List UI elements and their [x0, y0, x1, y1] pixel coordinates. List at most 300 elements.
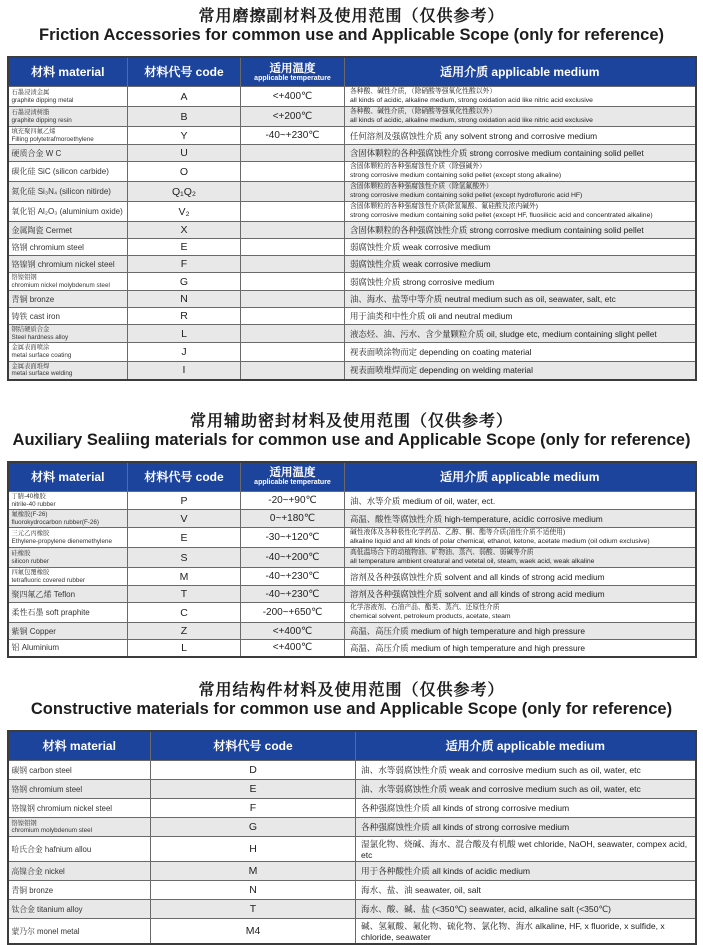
- temp-cell: [241, 568, 345, 586]
- temp-cell: [241, 256, 345, 273]
- material-text: 柔性石墨 soft praphite: [11, 608, 90, 618]
- material-text: 铬镍钢 chromium nickel steel: [11, 259, 115, 269]
- material-text: metal surface welding: [11, 370, 73, 378]
- temp-cell: [241, 343, 345, 361]
- code-text: A: [180, 90, 188, 103]
- medium-cell: [356, 900, 696, 919]
- table-row: [8, 818, 696, 837]
- section-titles: [0, 682, 703, 719]
- code-text: E: [180, 241, 188, 254]
- medium-text: 视表面喷堆焊而定 depending on welding material: [350, 365, 533, 376]
- code-cell: [128, 548, 241, 568]
- header-material: 材料 material: [8, 462, 128, 492]
- material-text: 铬镍钼钢: [11, 819, 37, 827]
- table-row: [8, 603, 696, 623]
- code-text: N: [180, 293, 188, 306]
- code-cell: [151, 900, 356, 919]
- medium-cell: [345, 291, 696, 308]
- medium-cell: [356, 761, 696, 780]
- medium-text: 油、水等弱腐蚀性介质 weak and corrosive medium such as oil, water, etc: [361, 784, 641, 795]
- material-text: nitrile-40 rubber: [11, 500, 56, 508]
- section-title-en: Auxiliary Sealiing materials for common use and Applicable Scope (only for reference): [12, 431, 691, 450]
- table-row: [8, 202, 696, 222]
- medium-cell: [345, 568, 696, 586]
- code-cell: [128, 325, 241, 343]
- temp-text: -20~+90℃: [268, 495, 317, 507]
- temp-text: <+200℃: [272, 111, 313, 123]
- code-text: X: [180, 224, 188, 237]
- code-text: U: [180, 147, 188, 160]
- table-row: [8, 239, 696, 256]
- code-text: L: [181, 327, 187, 340]
- table-row: [8, 837, 696, 862]
- temp-text: <+400℃: [272, 625, 313, 637]
- code-cell: [128, 586, 241, 603]
- material-text: 铝 Aluminium: [11, 643, 60, 653]
- medium-cell: [345, 623, 696, 640]
- code-text: Z: [180, 625, 188, 638]
- temp-cell: [241, 222, 345, 239]
- temp-cell: [241, 623, 345, 640]
- material-cell: [8, 510, 128, 528]
- material-text: 丁腈-40橡胶: [11, 493, 46, 501]
- material-text: 四氟包覆橡胶: [11, 569, 50, 577]
- code-cell: [128, 87, 241, 107]
- medium-text: chemical solvent, petroleum products, acetate, steam: [350, 612, 511, 620]
- table-row: [8, 325, 696, 343]
- material-cell: [8, 528, 128, 548]
- medium-cell: [345, 492, 696, 510]
- material-text: 石墨浸渍金属: [11, 89, 50, 97]
- table-row: [8, 145, 696, 162]
- code-cell: [128, 162, 241, 182]
- temp-cell: [241, 640, 345, 657]
- medium-text: 化学溶液剂、石油产品、酯类、蒸汽、还原性介质: [350, 604, 500, 612]
- code-cell: [151, 818, 356, 837]
- code-cell: [128, 239, 241, 256]
- medium-cell: [356, 862, 696, 881]
- medium-text: 含固体颗粒的各种强腐蚀性介质（除强碱外）: [350, 163, 486, 171]
- code-cell: [128, 528, 241, 548]
- material-cell: [8, 862, 151, 881]
- code-text: C: [180, 606, 188, 619]
- medium-text: 液态烃、油、污水、含少量颗粒介质 oil, sludge etc, medium containing slight pellet: [350, 328, 657, 339]
- material-text: 金属表面堆焊: [11, 362, 50, 370]
- table-row: [8, 361, 696, 380]
- material-text: 哈氏合金 hafnium allou: [11, 844, 92, 854]
- header-code: 材料代号 code: [128, 462, 241, 492]
- header-temperature-en: applicable temperature: [254, 74, 331, 82]
- material-cell: [8, 640, 128, 657]
- material-text: 钢结硬质合金: [11, 326, 50, 334]
- medium-text: 油、水等介质 medium of oil, water, ect.: [350, 495, 496, 506]
- medium-text: alkaline liquid and all kinds of polar chemical, ethanol, ketone, acetate medium (oil odium exclusive): [350, 537, 650, 545]
- medium-text: 用于油类和中性介质 oli and neutral medium: [350, 311, 513, 322]
- medium-cell: [356, 881, 696, 900]
- material-cell: [8, 308, 128, 325]
- medium-text: 弱腐蚀性介质 weak corrosive medium: [350, 259, 491, 270]
- temp-cell: [241, 87, 345, 107]
- code-text: D: [249, 764, 257, 777]
- code-cell: [151, 862, 356, 881]
- code-text: G: [179, 275, 189, 288]
- material-cell: [8, 586, 128, 603]
- material-cell: [8, 761, 151, 780]
- medium-text: 视表面喷涂物而定 depending on coating material: [350, 347, 532, 358]
- code-text: M4: [245, 925, 261, 938]
- medium-text: 各种强腐蚀性介质 all kinds of strong corrosive medium: [361, 822, 570, 833]
- temp-cell: [241, 586, 345, 603]
- medium-cell: [356, 818, 696, 837]
- material-cell: [8, 900, 151, 919]
- code-text: S: [180, 551, 188, 564]
- temp-cell: [241, 239, 345, 256]
- medium-cell: [345, 325, 696, 343]
- material-text: 填充聚四氟乙烯: [11, 128, 56, 136]
- temp-text: <+400℃: [272, 642, 313, 654]
- header-code: 材料代号 code: [128, 57, 241, 87]
- medium-text: all kinds of acidic, alkaline medium, strong oxidation acid like nitric acid exclusive: [350, 96, 593, 104]
- medium-text: 任何溶剂及强腐蚀性介质 any solvent strong and corrosive medium: [350, 130, 598, 141]
- header-temperature-en: applicable temperature: [254, 479, 331, 487]
- code-cell: [128, 492, 241, 510]
- header-medium: 适用介质 applicable medium: [356, 731, 696, 761]
- table-row: [8, 510, 696, 528]
- code-cell: [151, 881, 356, 900]
- material-text: 铬钢 chromium steel: [11, 784, 83, 794]
- code-cell: [128, 107, 241, 127]
- temp-cell: [241, 325, 345, 343]
- material-text: 钛合金 titanium alloy: [11, 904, 83, 914]
- material-text: metal surface coating: [11, 352, 72, 360]
- material-text: 青铜 bronze: [11, 885, 54, 895]
- medium-text: 溶剂及各种强腐蚀性介质 solvent and all kinds of strong acid medium: [350, 589, 605, 600]
- code-cell: [128, 568, 241, 586]
- medium-text: all temperature ambient creatural and vetetal oil, steam, waek acid, weak alkaline: [350, 557, 595, 565]
- code-text: M: [179, 570, 189, 583]
- code-text: H: [249, 843, 257, 856]
- header-row: [8, 462, 696, 492]
- medium-text: 含固体颗粒的各种强腐蚀性介质 strong corrosive medium containing solid pellet: [350, 148, 644, 159]
- material-cell: [8, 127, 128, 145]
- medium-cell: [345, 87, 696, 107]
- material-text: 氧化铝 Al₂O₃ (aluminium oxide): [11, 207, 123, 217]
- medium-text: 用于各种酸性介质 all kinds of acidic medium: [361, 866, 531, 877]
- material-cell: [8, 325, 128, 343]
- table-row: [8, 528, 696, 548]
- medium-cell: [345, 182, 696, 202]
- material-text: 铸铁 cast iron: [11, 311, 60, 321]
- code-cell: [128, 127, 241, 145]
- material-cell: [8, 222, 128, 239]
- material-cell: [8, 568, 128, 586]
- material-cell: [8, 291, 128, 308]
- section-title-en: Constructive materials for common use and Applicable Scope (only for reference): [30, 700, 673, 719]
- medium-cell: [345, 528, 696, 548]
- temp-text: -40~+200℃: [265, 552, 320, 564]
- temp-cell: [241, 145, 345, 162]
- medium-cell: [356, 799, 696, 818]
- code-text: Y: [180, 129, 188, 142]
- section-title-zh: 常用辅助密封材料及使用范围（仅供参考）: [189, 412, 513, 430]
- medium-cell: [345, 343, 696, 361]
- material-cell: [8, 239, 128, 256]
- medium-text: 弱腐蚀性介质 strong corrosive medium: [350, 276, 495, 287]
- medium-text: 油、水等弱腐蚀性介质 weak and corrosive medium such as oil, water, etc: [361, 765, 641, 776]
- material-cell: [8, 202, 128, 222]
- material-cell: [8, 87, 128, 107]
- code-text: E: [249, 783, 257, 796]
- material-text: 金属表面喷涂: [11, 344, 50, 352]
- sealing-materials-table-body: [8, 492, 696, 657]
- code-text: L: [181, 641, 187, 654]
- temp-cell: [241, 202, 345, 222]
- header-material: 材料 material: [8, 57, 128, 87]
- temp-cell: [241, 492, 345, 510]
- header-row: [8, 731, 696, 761]
- medium-text: 湿氯化物、烧碱、海水、混合酸及有机酸 wet chloride, NaOH, seawater, compex acid, etc: [361, 839, 688, 861]
- table-row: [8, 881, 696, 900]
- material-cell: [8, 256, 128, 273]
- material-cell: [8, 343, 128, 361]
- code-text: V₂: [178, 205, 190, 218]
- code-cell: [151, 761, 356, 780]
- medium-cell: [345, 510, 696, 528]
- material-cell: [8, 799, 151, 818]
- code-cell: [128, 145, 241, 162]
- code-cell: [128, 623, 241, 640]
- code-cell: [151, 799, 356, 818]
- material-text: Filling polytetrafmoroethylene: [11, 135, 94, 143]
- code-cell: [128, 308, 241, 325]
- medium-text: strong corrosive medium containing solid pellet (except stong alkaline): [350, 171, 562, 179]
- code-cell: [128, 361, 241, 380]
- section-sealing-materials: [0, 413, 703, 658]
- material-text: 铬镍钼钢: [11, 274, 37, 282]
- temp-cell: [241, 182, 345, 202]
- table-row: [8, 182, 696, 202]
- code-text: B: [180, 110, 188, 123]
- code-text: V: [180, 512, 188, 525]
- temp-cell: [241, 528, 345, 548]
- friction-materials-table-body: [8, 87, 696, 380]
- temp-cell: [241, 510, 345, 528]
- medium-text: 油、海水、盐等中等介质 neutral medium such as oil, seawater, salt, etc: [350, 294, 616, 305]
- section-titles: [0, 8, 703, 45]
- material-cell: [8, 182, 128, 202]
- table-row: [8, 492, 696, 510]
- header-code: 材料代号 code: [151, 731, 356, 761]
- section-title-en: Friction Accessories for common use and Applicable Scope (only for reference): [38, 26, 665, 45]
- table-row: [8, 761, 696, 780]
- material-text: 铬镍钢 chromium nickel steel: [11, 803, 113, 813]
- code-cell: [128, 273, 241, 291]
- material-text: chromium molybdenum steel: [11, 827, 92, 835]
- material-cell: [8, 919, 151, 945]
- medium-cell: [345, 162, 696, 182]
- page: [0, 8, 703, 945]
- header-temperature-zh: 适用温度: [269, 467, 316, 480]
- header-temperature: [241, 462, 345, 492]
- header-medium: 适用介质 applicable medium: [345, 462, 696, 492]
- friction-materials-table: [7, 56, 697, 380]
- code-text: P: [180, 494, 188, 507]
- medium-cell: [345, 127, 696, 145]
- medium-cell: [345, 239, 696, 256]
- code-cell: [128, 603, 241, 623]
- temp-cell: [241, 308, 345, 325]
- medium-text: 高温、高压介质 medium of high temperature and high pressure: [350, 626, 586, 637]
- code-text: I: [182, 364, 186, 377]
- code-cell: [128, 182, 241, 202]
- medium-cell: [345, 145, 696, 162]
- temp-cell: [241, 273, 345, 291]
- section-titles: [0, 413, 703, 450]
- material-text: Steel hardness alloy: [11, 333, 69, 341]
- header-medium: 适用介质 applicable medium: [345, 57, 696, 87]
- temp-text: -200~+650℃: [262, 607, 323, 619]
- medium-cell: [345, 256, 696, 273]
- material-text: 铬钢 chromium steel: [11, 242, 84, 252]
- medium-text: 各种酸、碱性介质，（除硝酸等强氧化性酸以外）: [350, 108, 497, 116]
- code-text: M: [248, 865, 258, 878]
- code-text: T: [180, 588, 188, 601]
- medium-text: strong corrosive medium containing solid pellet (except hydrofluroric acid HF): [350, 191, 583, 199]
- material-text: 聚四氟乙烯 Teflon: [11, 589, 76, 599]
- table-header: [8, 462, 696, 492]
- medium-text: 海水、盐、油 seawater, oil, salt: [361, 885, 481, 896]
- table-row: [8, 308, 696, 325]
- material-cell: [8, 837, 151, 862]
- table-row: [8, 640, 696, 657]
- code-text: O: [179, 165, 189, 178]
- table-row: [8, 799, 696, 818]
- temp-cell: [241, 361, 345, 380]
- medium-text: 各种酸、碱性介质，（除硝酸等强氧化性酸以外）: [350, 88, 497, 96]
- code-text: N: [249, 884, 257, 897]
- medium-text: 高低温场合下的动植物油、矿物油、蒸汽、弱酸、弱碱等介质: [350, 549, 534, 557]
- material-text: 青铜 bronze: [11, 294, 55, 304]
- material-cell: [8, 780, 151, 799]
- medium-cell: [345, 222, 696, 239]
- material-text: 碳钢 carbon steel: [11, 765, 72, 775]
- code-text: F: [249, 802, 257, 815]
- medium-text: 高温、酸性等腐蚀性介质 high-temperature, acidic corrosive medium: [350, 513, 603, 524]
- medium-text: 含固体颗粒的各种强腐蚀性介质 strong corrosive medium containing solid pellet: [350, 225, 644, 236]
- temp-cell: [241, 127, 345, 145]
- header-material: 材料 material: [8, 731, 151, 761]
- constructive-materials-table: [7, 730, 697, 945]
- section-friction-materials: [0, 8, 703, 381]
- code-cell: [128, 222, 241, 239]
- temp-cell: [241, 548, 345, 568]
- temp-text: <+400℃: [272, 91, 313, 103]
- material-cell: [8, 548, 128, 568]
- material-text: 硅橡胶: [11, 550, 31, 558]
- material-cell: [8, 623, 128, 640]
- code-cell: [128, 291, 241, 308]
- table-row: [8, 222, 696, 239]
- material-cell: [8, 492, 128, 510]
- code-text: J: [181, 346, 187, 359]
- table-row: [8, 548, 696, 568]
- medium-text: 各种强腐蚀性介质 all kinds of strong corrosive medium: [361, 803, 570, 814]
- material-cell: [8, 881, 151, 900]
- code-cell: [128, 202, 241, 222]
- section-constructive-materials: [0, 682, 703, 945]
- table-row: [8, 862, 696, 881]
- temp-text: -30~+120℃: [265, 532, 320, 544]
- code-text: G: [248, 821, 258, 834]
- section-title-zh: 常用结构件材料及使用范围（仅供参考）: [198, 681, 505, 699]
- medium-cell: [345, 640, 696, 657]
- medium-text: 海水、酸、碱、盐 (<350℃) seawater, acid, alkaline salt (<350℃): [361, 904, 611, 915]
- medium-text: 溶剂及各种强腐蚀性介质 solvent and all kinds of strong acid medium: [350, 571, 605, 582]
- table-row: [8, 273, 696, 291]
- temp-text: -40~+230℃: [265, 571, 320, 583]
- table-row: [8, 162, 696, 182]
- table-row: [8, 623, 696, 640]
- code-cell: [128, 256, 241, 273]
- material-text: 三元乙丙橡胶: [11, 530, 50, 538]
- table-row: [8, 107, 696, 127]
- temp-cell: [241, 291, 345, 308]
- code-text: F: [180, 258, 188, 271]
- code-text: R: [180, 310, 188, 323]
- material-text: chromium nickel molybdenum steel: [11, 281, 110, 289]
- constructive-materials-table-body: [8, 761, 696, 945]
- code-cell: [151, 780, 356, 799]
- temp-text: -40~+230℃: [265, 588, 320, 600]
- table-row: [8, 780, 696, 799]
- material-text: tetrafluoric covered rubber: [11, 576, 85, 584]
- material-cell: [8, 107, 128, 127]
- table-header: [8, 731, 696, 761]
- medium-text: 碱、氢氟酸、氟化物、硫化物、氯化物、海水 alkaline, HF, x fluoride, x sulfide, x chloride, seawater: [361, 921, 665, 943]
- header-row: [8, 57, 696, 87]
- medium-cell: [345, 107, 696, 127]
- material-cell: [8, 818, 151, 837]
- material-text: 氟橡胶(F-26): [11, 511, 48, 519]
- code-text: Q₁Q₂: [172, 185, 196, 198]
- table-row: [8, 900, 696, 919]
- code-cell: [128, 640, 241, 657]
- table-row: [8, 568, 696, 586]
- material-text: 碳化硅 SiC (silicon carbide): [11, 167, 109, 177]
- material-text: Ethylene-propylene dienemethylene: [11, 537, 112, 545]
- table-row: [8, 256, 696, 273]
- material-cell: [8, 162, 128, 182]
- medium-cell: [345, 361, 696, 380]
- medium-cell: [345, 273, 696, 291]
- medium-text: 弱腐蚀性介质 weak corrosive medium: [350, 242, 491, 253]
- table-row: [8, 291, 696, 308]
- medium-cell: [345, 202, 696, 222]
- code-text: T: [249, 903, 257, 916]
- medium-cell: [345, 586, 696, 603]
- table-row: [8, 87, 696, 107]
- material-text: 高镍合金 nickel: [11, 866, 65, 876]
- medium-text: 高温、高压介质 medium of high temperature and high pressure: [350, 642, 586, 653]
- medium-cell: [345, 603, 696, 623]
- medium-cell: [356, 780, 696, 799]
- temp-cell: [241, 162, 345, 182]
- material-text: 氮化硅 Si₃N₄ (silicon nitirde): [11, 187, 111, 197]
- header-temperature: [241, 57, 345, 87]
- code-cell: [128, 510, 241, 528]
- sealing-materials-table: [7, 461, 697, 658]
- material-text: graphite dipping metal: [11, 96, 74, 104]
